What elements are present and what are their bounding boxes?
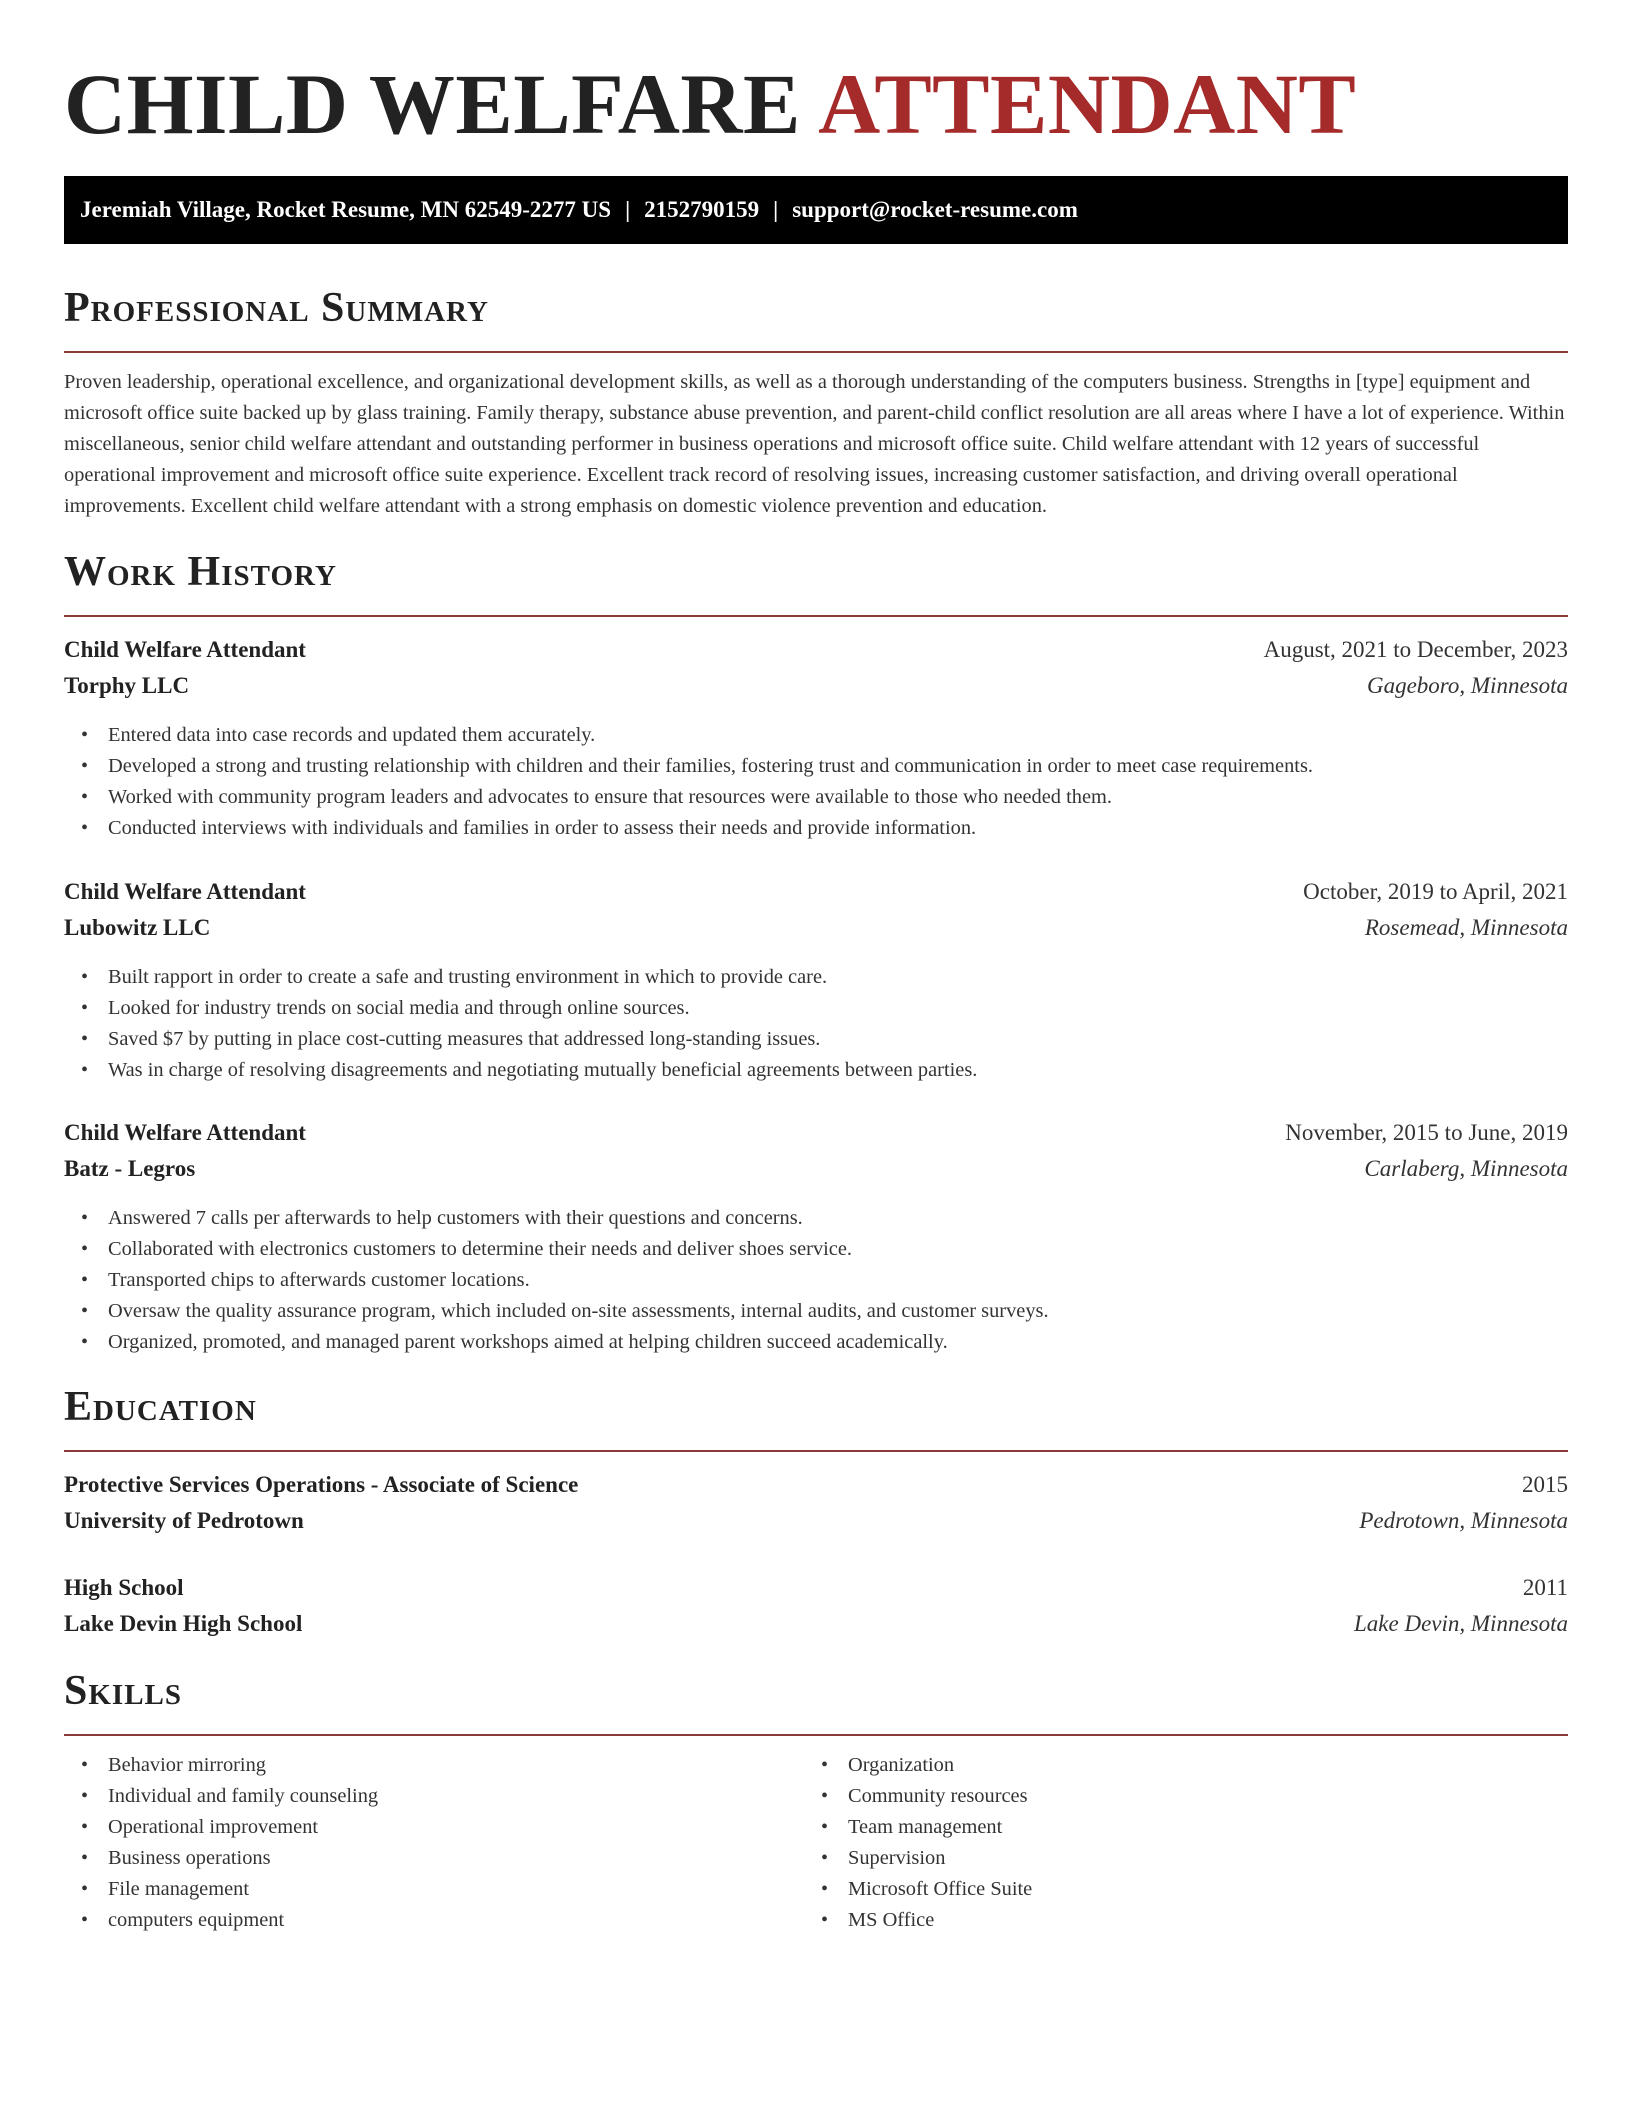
skill-item: • computers equipment <box>64 1905 804 1936</box>
contact-separator: | <box>625 197 631 222</box>
skills-list-left <box>64 1750 804 1936</box>
job-company-row <box>64 668 1568 704</box>
contact-separator: | <box>773 197 779 222</box>
education-heading: Education <box>64 1384 257 1430</box>
education-year: 2015 <box>1522 1472 1568 1497</box>
skill-item: • Microsoft Office Suite <box>804 1874 1568 1905</box>
job-bullets <box>64 720 1568 844</box>
section-divider <box>64 615 1568 617</box>
job-dates: August, 2021 to December, 2023 <box>1263 637 1568 662</box>
contact-address: Jeremiah Village, Rocket Resume, MN 62549-2277 US <box>80 197 612 222</box>
list-item: • Saved $7 by putting in place cost-cutting measures that addressed long-standing issues. <box>64 1024 1568 1055</box>
list-item: • Answered 7 calls per afterwards to help customers with their questions and concerns. <box>64 1203 1568 1234</box>
list-item: • Built rapport in order to create a safe and trusting environment in which to provide care. <box>64 962 1568 993</box>
job-company: Batz - Legros <box>64 1156 196 1181</box>
job-bullets <box>64 962 1568 1086</box>
list-item: • Entered data into case records and updated them accurately. <box>64 720 1568 751</box>
job-title: Child Welfare Attendant <box>64 637 306 662</box>
job-company-row <box>64 1151 1568 1187</box>
education-school-row <box>64 1503 1568 1539</box>
job-company: Torphy LLC <box>64 673 190 698</box>
job-dates: October, 2019 to April, 2021 <box>1303 879 1568 904</box>
list-item: • Collaborated with electronics customers to determine their needs and deliver shoes service. <box>64 1234 1568 1265</box>
job-bullets <box>64 1203 1568 1358</box>
skill-item: • Team management <box>804 1812 1568 1843</box>
section-divider <box>64 351 1568 353</box>
education-degree: High School <box>64 1575 184 1600</box>
job-location: Gageboro, Minnesota <box>1366 673 1568 698</box>
list-item: • Conducted interviews with individuals and families in order to assess their needs and provide information. <box>64 813 1568 844</box>
job-location: Carlaberg, Minnesota <box>1364 1156 1568 1181</box>
education-location: Pedrotown, Minnesota <box>1359 1508 1568 1533</box>
job-location: Rosemead, Minnesota <box>1364 915 1568 940</box>
job-title: Child Welfare Attendant <box>64 1120 306 1145</box>
education-header <box>64 1570 1568 1606</box>
job-title: Child Welfare Attendant <box>64 879 306 904</box>
contact-bar <box>64 176 1568 244</box>
skill-item: • Behavior mirroring <box>64 1750 804 1781</box>
skills-list-right <box>804 1750 1568 1936</box>
title-main: CHILD WELFARE <box>64 56 801 152</box>
list-item: • Transported chips to afterwards customer locations. <box>64 1265 1568 1296</box>
list-item: • Worked with community program leaders and advocates to ensure that resources were available to those who needed them. <box>64 782 1568 813</box>
job-dates: November, 2015 to June, 2019 <box>1285 1120 1568 1145</box>
education-location: Lake Devin, Minnesota <box>1354 1611 1568 1636</box>
list-item: • Developed a strong and trusting relationship with children and their families, fostering trust and communication in order to meet case requirements. <box>64 751 1568 782</box>
summary-text: Proven leadership, operational excellence, and organizational development skills, as well as a thorough understanding of the computers business. Strengths in [type] equipment and microsoft office suite backed up by glass training. Family therapy, substance abuse prevention, and parent-child conflict resolution are all areas where I have a lot of experience. Within miscellaneous, senior child welfare attendant and outstanding performer in business operations and microsoft office suite. Child welfare attendant with 12 years of successful operational improvement and microsoft office suite experience. Excellent track record of resolving issues, increasing customer satisfaction, and driving overall operational improvements. Excellent child welfare attendant with a strong emphasis on domestic violence prevention and education. <box>64 371 1565 517</box>
skill-item: • Business operations <box>64 1843 804 1874</box>
list-item: • Oversaw the quality assurance program, which included on-site assessments, internal audits, and customer surveys. <box>64 1296 1568 1327</box>
contact-email: support@rocket-resume.com <box>792 197 1078 222</box>
skill-item: • Community resources <box>804 1781 1568 1812</box>
list-item: • Looked for industry trends on social media and through online sources. <box>64 993 1568 1024</box>
job-company-row <box>64 910 1568 946</box>
list-item: • Organized, promoted, and managed parent workshops aimed at helping children succeed academically. <box>64 1327 1568 1358</box>
skill-item: • Organization <box>804 1750 1568 1781</box>
skill-item: • Supervision <box>804 1843 1568 1874</box>
education-degree: Protective Services Operations - Associate of Science <box>64 1472 579 1497</box>
job-header <box>64 632 1568 668</box>
education-header <box>64 1467 1568 1503</box>
list-item: • Was in charge of resolving disagreements and negotiating mutually beneficial agreements between parties. <box>64 1055 1568 1086</box>
resume-title <box>64 54 1356 154</box>
title-accent: ATTENDANT <box>818 56 1357 152</box>
job-header <box>64 874 1568 910</box>
summary-heading: Professional Summary <box>64 285 489 331</box>
education-school-row <box>64 1606 1568 1642</box>
skill-item: • Individual and family counseling <box>64 1781 804 1812</box>
section-divider <box>64 1734 1568 1736</box>
skill-item: • Operational improvement <box>64 1812 804 1843</box>
skills-heading: Skills <box>64 1668 183 1714</box>
skill-item: • MS Office <box>804 1905 1568 1936</box>
job-company: Lubowitz LLC <box>64 915 211 940</box>
skill-item: • File management <box>64 1874 804 1905</box>
job-header <box>64 1115 1568 1151</box>
education-year: 2011 <box>1522 1575 1568 1600</box>
contact-phone: 2152790159 <box>644 197 760 222</box>
education-school: University of Pedrotown <box>64 1508 304 1533</box>
work-history-heading: Work History <box>64 549 337 595</box>
section-divider <box>64 1450 1568 1452</box>
education-school: Lake Devin High School <box>64 1611 303 1636</box>
